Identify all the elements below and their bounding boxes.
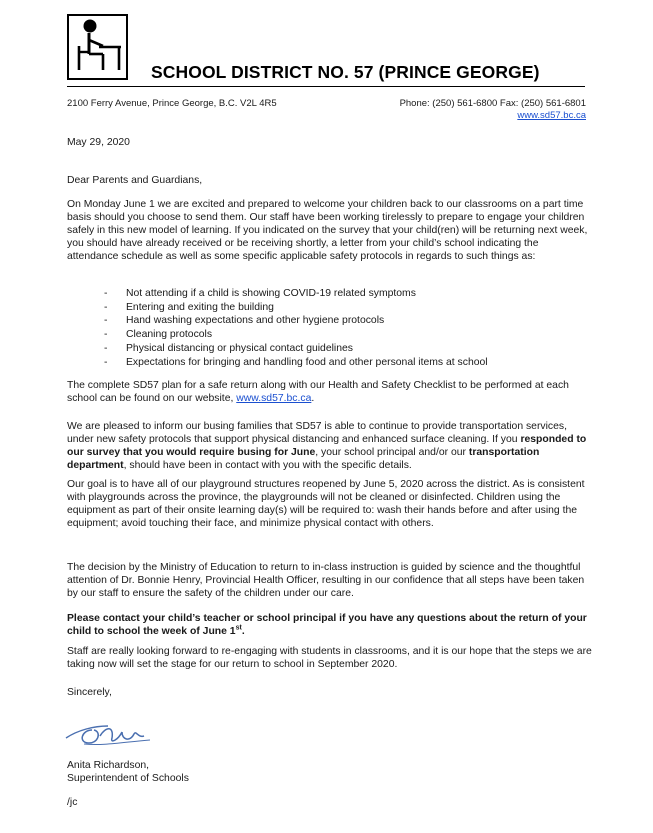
list-item-text: Expectations for bringing and handling food and other personal items at school <box>126 356 488 368</box>
bullet-dash: - <box>104 301 108 313</box>
district-name: SCHOOL DISTRICT NO. 57 (PRINCE GEORGE) <box>151 62 540 82</box>
plan-paragraph <box>67 380 592 406</box>
plan-text: The complete SD57 plan for a safe return along with our Health and Safety Checklist to be performed at each school can be found on our website, <box>67 380 569 404</box>
list-item-text: Hand washing expectations and other hygiene protocols <box>126 315 385 327</box>
busing-text: , should have been in contact with you with the specific details. <box>123 459 412 471</box>
busing-text: , your school principal and/or our <box>315 446 466 458</box>
salutation: Dear Parents and Guardians, <box>67 175 203 186</box>
district-phone-fax: Phone: (250) 561-6800 Fax: (250) 561-6801 <box>399 98 586 109</box>
busing-emphasis-survey: responded to our survey that you would require busing for June <box>67 433 587 458</box>
district-website-link[interactable]: www.sd57.bc.ca <box>517 110 586 121</box>
bullet-dash: - <box>104 329 108 341</box>
list-item <box>0 301 600 315</box>
closing-paragraph: Staff are really looking forward to re-engaging with students in classrooms, and it is our hope that the steps we are taking now will set the stage for our return to school in September 2020. <box>67 646 592 670</box>
list-item <box>0 287 600 301</box>
district-address: 2100 Ferry Avenue, Prince George, B.C. V2L 4R5 <box>67 98 277 109</box>
bullet-dash: - <box>104 315 108 327</box>
contact-end: . <box>241 625 245 637</box>
list-item <box>0 328 600 342</box>
bullet-dash: - <box>104 356 108 368</box>
list-item-text: Physical distancing or physical contact guidelines <box>126 342 353 354</box>
decision-paragraph: The decision by the Ministry of Education to return to in-class instruction is guided by science and the thoughtful attention of Dr. Bonnie Henry, Provincial Health Officer, resulting in our confidence that all steps have been taken by our staff to ensure the safety of the children under our care. <box>67 562 585 599</box>
list-item-text: Entering and exiting the building <box>126 301 274 313</box>
busing-text: We are pleased to inform our busing families that SD57 is able to continue to provide transportation services, under new safety protocols that support physical distancing and enhanced surface cleaning. If you <box>67 421 567 445</box>
busing-emphasis-transport: transportation department <box>67 446 540 471</box>
bullet-dash: - <box>104 288 108 299</box>
letterhead-divider <box>67 86 585 87</box>
plan-website-link[interactable]: www.sd57.bc.ca <box>236 392 312 404</box>
ordinal-suffix: st <box>235 624 242 632</box>
handwritten-signature <box>64 716 154 752</box>
intro-paragraph: On Monday June 1 we are excited and prepared to welcome your children back to our classrooms on a part time basis should you choose to send them. Our staff have been working tirelessly to prepare to engage your children safely in this new model of learning. If you indicated on the survey that your child(ren) will be returning next week, you should have already received or be receiving shortly, a letter from your child’s school indicating the attendance schedule as well as some specific applicable safety protocols in regards to such things as: <box>67 199 588 262</box>
sign-off: Sincerely, <box>67 687 112 698</box>
letter-date: May 29, 2020 <box>67 137 130 148</box>
typist-initials: /jc <box>67 797 78 808</box>
list-item <box>0 314 600 328</box>
contact-paragraph <box>67 613 592 639</box>
playground-paragraph: Our goal is to have all of our playground structures reopened by June 5, 2020 across the district. As is consistent with playgrounds across the province, the playgrounds will not be cleaned or disinfected. Children using the equipment as part of their onsite learning day(s) will be required to: wash their hands before and after using the equipment; avoid touching their face, and minimize physical contact with others. <box>67 479 585 529</box>
signer-name: Anita Richardson, <box>67 760 150 771</box>
signer-title: Superintendent of Schools <box>67 772 189 784</box>
safety-protocol-list <box>0 287 600 369</box>
contact-text: Please contact your child’s teacher or school principal if you have any questions about the return of your child to school the week of June 1 <box>67 613 587 637</box>
list-item-text: Not attending if a child is showing COVID-19 related symptoms <box>126 288 416 299</box>
person-at-desk-icon <box>69 16 125 77</box>
bullet-dash: - <box>104 342 108 354</box>
plan-end: . <box>311 392 315 404</box>
list-item <box>0 356 600 370</box>
list-item-text: Cleaning protocols <box>126 329 213 341</box>
district-logo <box>67 14 128 80</box>
signer-block <box>67 760 592 786</box>
busing-paragraph <box>67 421 592 473</box>
list-item <box>0 342 600 356</box>
